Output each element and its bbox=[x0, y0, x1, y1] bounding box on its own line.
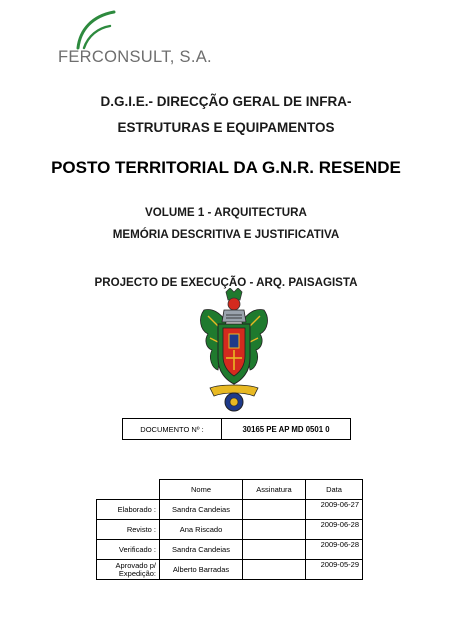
signature-cell bbox=[243, 500, 306, 520]
gnr-crest-icon bbox=[196, 288, 272, 414]
role-cell: Elaborado : bbox=[97, 500, 160, 520]
signatures-header-row bbox=[97, 480, 363, 500]
document-label: DOCUMENTO Nº : bbox=[123, 419, 222, 440]
name-cell: Alberto Barradas bbox=[160, 560, 243, 580]
date-cell: 2009-06-28 bbox=[306, 520, 363, 540]
role-cell bbox=[97, 560, 160, 580]
date-cell: 2009-06-27 bbox=[306, 500, 363, 520]
role-cell: Verificado : bbox=[97, 540, 160, 560]
role-cell: Revisto : bbox=[97, 520, 160, 540]
signature-cell bbox=[243, 560, 306, 580]
date-cell: 2009-05-29 bbox=[306, 560, 363, 580]
header-empty-cell bbox=[97, 480, 160, 500]
signature-cell bbox=[243, 540, 306, 560]
logo-arc-icon bbox=[58, 10, 118, 50]
name-cell: Ana Riscado bbox=[160, 520, 243, 540]
table-row bbox=[97, 540, 363, 560]
role-line-1: Aprovado p/ bbox=[115, 560, 156, 570]
column-header-name: Nome bbox=[160, 480, 243, 500]
document-value: 30165 PE AP MD 0501 0 bbox=[222, 419, 351, 440]
table-row bbox=[97, 560, 363, 580]
signature-cell bbox=[243, 520, 306, 540]
column-header-signature: Assinatura bbox=[243, 480, 306, 500]
date-cell: 2009-06-28 bbox=[306, 540, 363, 560]
client-line-2: ESTRUTURAS E EQUIPAMENTOS bbox=[117, 120, 335, 135]
signatures-table bbox=[96, 479, 363, 580]
role-line-2: Expedição: bbox=[118, 568, 156, 578]
logo-text: FERCONSULT, S.A. bbox=[58, 48, 212, 66]
company-logo bbox=[58, 10, 212, 68]
volume-title: VOLUME 1 - ARQUITECTURA bbox=[145, 206, 307, 219]
document-number-table bbox=[122, 418, 351, 440]
name-cell: Sandra Candeias bbox=[160, 500, 243, 520]
projecto-title: PROJECTO DE EXECUÇÃO - ARQ. PAISAGISTA bbox=[94, 276, 358, 289]
table-row bbox=[97, 520, 363, 540]
page-title: POSTO TERRITORIAL DA G.N.R. RESENDE bbox=[51, 158, 401, 177]
memoria-title: MEMÓRIA DESCRITIVA E JUSTIFICATIVA bbox=[112, 228, 340, 241]
table-row bbox=[97, 500, 363, 520]
column-header-date: Data bbox=[306, 480, 363, 500]
client-line-1: D.G.I.E.- DIRECÇÃO GERAL DE INFRA- bbox=[100, 94, 352, 109]
name-cell: Sandra Candeias bbox=[160, 540, 243, 560]
